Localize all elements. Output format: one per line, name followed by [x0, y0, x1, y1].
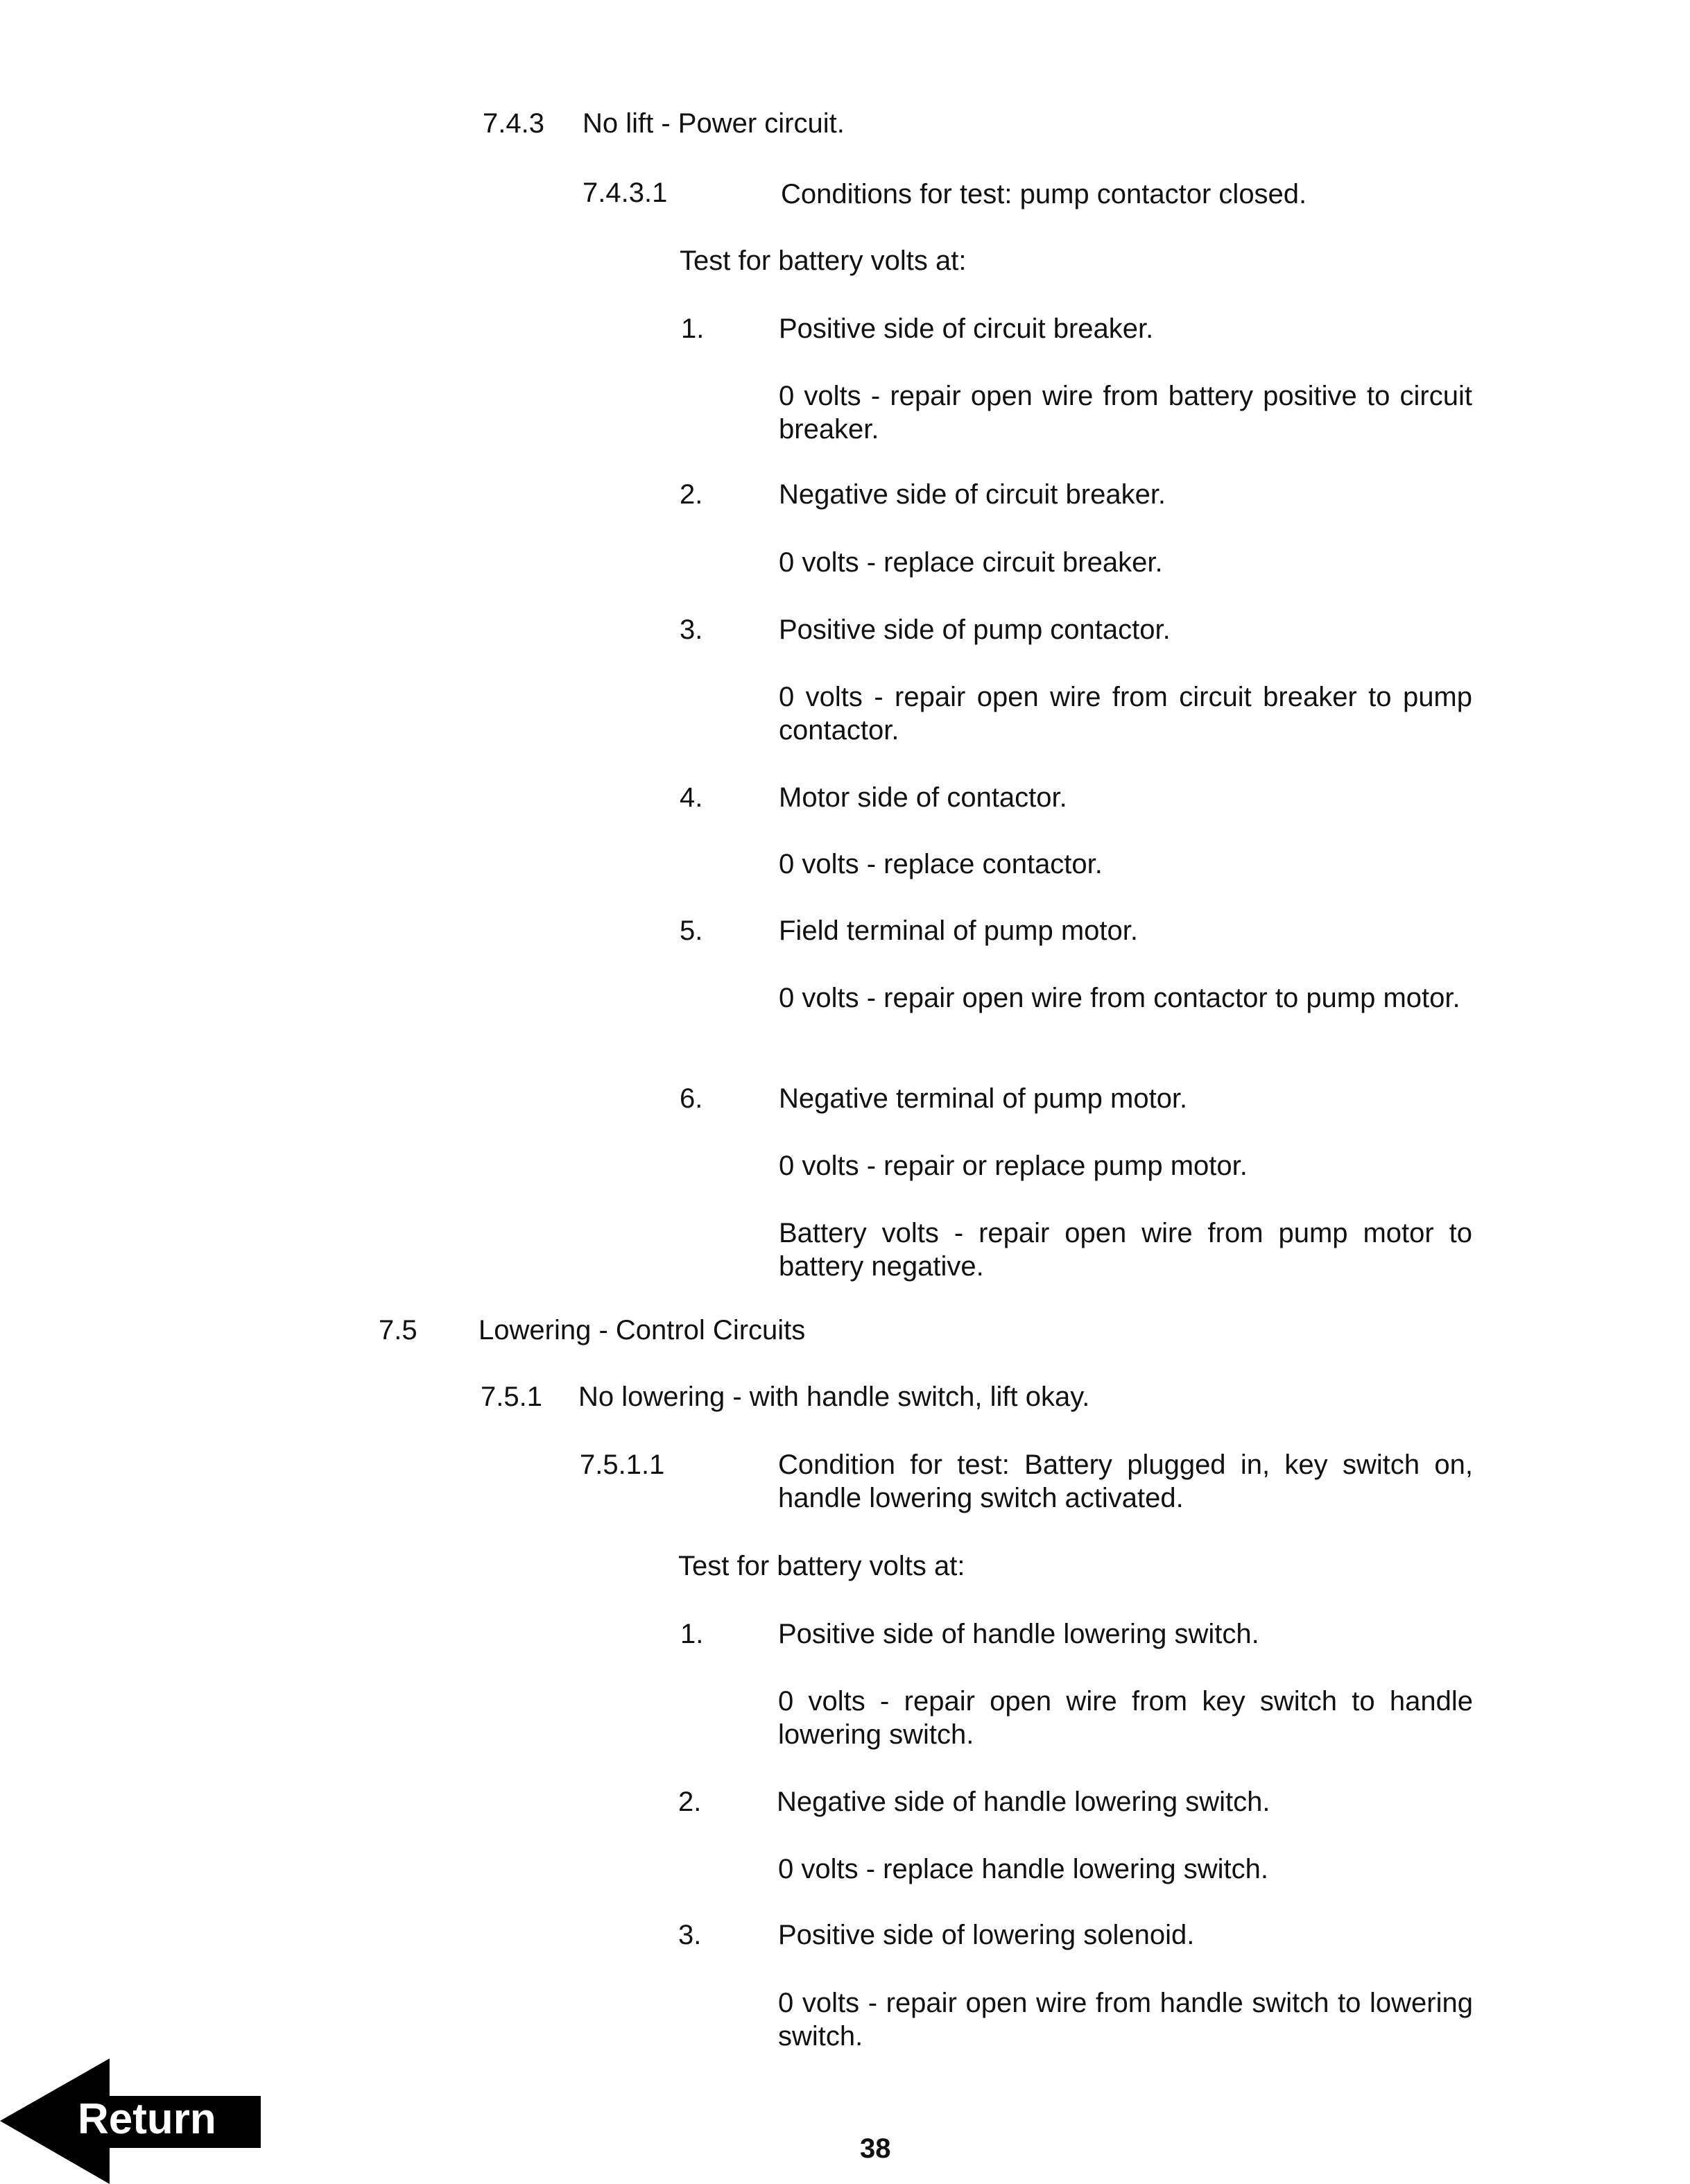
- return-button[interactable]: [0, 2058, 264, 2184]
- subsection-number: 7.5.1.1: [580, 1450, 665, 1480]
- step-text: Negative terminal of pump motor.: [779, 1083, 1188, 1114]
- step-number: 5.: [680, 915, 703, 946]
- step-result: 0 volts - repair open wire from handle switch to lowering switch.: [778, 1988, 1473, 2052]
- step-text: Field terminal of pump motor.: [779, 915, 1138, 946]
- step-result: 0 volts - repair open wire from battery positive to circuit breaker.: [779, 381, 1472, 445]
- section-title: Lowering - Control Circuits: [478, 1315, 806, 1345]
- step-result: 0 volts - replace contactor.: [779, 849, 1103, 879]
- subsection-number: 7.4.3.1: [583, 178, 668, 208]
- step-number: 6.: [680, 1083, 703, 1114]
- step-number: 1.: [680, 1619, 704, 1649]
- step-text: Positive side of lowering solenoid.: [778, 1920, 1195, 1950]
- return-label: Return: [78, 2095, 216, 2143]
- page-number: 38: [860, 2133, 891, 2164]
- step-text: Positive side of circuit breaker.: [779, 313, 1154, 344]
- step-text: Positive side of handle lowering switch.: [778, 1619, 1259, 1649]
- subsection-title: No lowering - with handle switch, lift okay.: [578, 1382, 1090, 1412]
- step-result: Battery volts - repair open wire from pump motor to battery negative.: [779, 1218, 1472, 1282]
- section-title: No lift - Power circuit.: [583, 108, 845, 139]
- step-result: 0 volts - repair open wire from key switch to handle lowering switch.: [778, 1686, 1473, 1750]
- step-text: Positive side of pump contactor.: [779, 614, 1171, 645]
- test-condition: Condition for test: Battery plugged in, key switch on, handle lowering switch activated.: [778, 1450, 1473, 1513]
- step-number: 3.: [680, 614, 703, 645]
- step-text: Motor side of contactor.: [779, 782, 1067, 813]
- subsection-number: 7.5.1: [481, 1382, 542, 1412]
- step-result: 0 volts - repair open wire from circuit breaker to pump contactor.: [779, 682, 1472, 746]
- test-intro: Test for battery volts at:: [680, 246, 967, 276]
- step-number: 1.: [681, 313, 705, 344]
- step-result: 0 volts - replace handle lowering switch.: [778, 1854, 1269, 1884]
- step-result: 0 volts - replace circuit breaker.: [779, 547, 1163, 578]
- section-number: 7.5: [379, 1315, 417, 1345]
- test-intro: Test for battery volts at:: [678, 1551, 965, 1581]
- step-result: 0 volts - repair open wire from contactor to pump motor.: [779, 983, 1460, 1013]
- step-result: 0 volts - repair or replace pump motor.: [779, 1151, 1248, 1181]
- step-text: Negative side of handle lowering switch.: [777, 1787, 1270, 1817]
- test-condition: Conditions for test: pump contactor closed.: [781, 179, 1307, 209]
- step-number: 3.: [678, 1920, 702, 1950]
- step-number: 2.: [680, 479, 703, 510]
- step-number: 2.: [678, 1787, 702, 1817]
- step-number: 4.: [680, 782, 703, 813]
- step-text: Negative side of circuit breaker.: [779, 479, 1166, 510]
- section-number: 7.4.3: [483, 108, 544, 139]
